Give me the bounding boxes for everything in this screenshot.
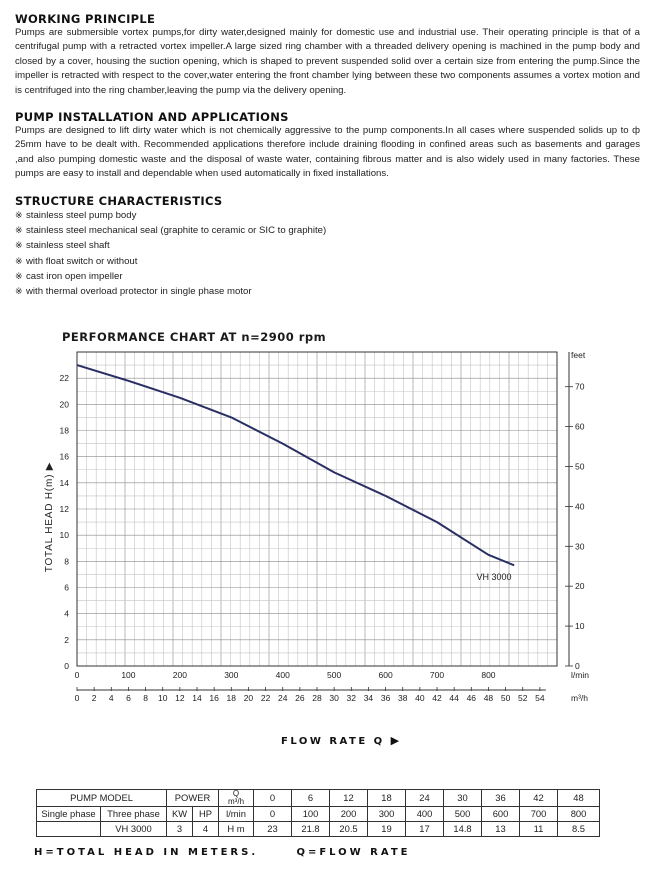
x-tick-label-m3h: 18	[226, 693, 237, 703]
x-tick-label-lmin: 800	[481, 670, 496, 680]
x-tick-label-lmin: 500	[327, 670, 342, 680]
x-tick-label-lmin: 700	[429, 670, 445, 680]
table-cell: 0	[254, 807, 292, 822]
table-cell: VH 3000	[101, 822, 167, 837]
structure-item: ※ with thermal overload protector in single phase motor	[15, 286, 252, 298]
table-cell: 30	[444, 790, 482, 807]
x-tick-label-m3h: 38	[397, 693, 408, 703]
x-tick-label-m3h: 50	[500, 693, 511, 703]
x-tick-label-m3h: 20	[243, 693, 254, 703]
table-cell: Q m³/h	[219, 790, 254, 807]
y-tick-label: 2	[64, 634, 69, 645]
x-tick-label-m3h: 48	[483, 693, 494, 703]
right-tick-label: 60	[575, 421, 585, 432]
table-cell: 4	[193, 822, 219, 837]
table-cell: 800	[558, 807, 600, 822]
x-tick-label-m3h: 52	[517, 693, 528, 703]
x-tick-label-m3h: 30	[329, 693, 339, 703]
installation-title: PUMP INSTALLATION AND APPLICATIONS	[15, 110, 289, 124]
y-tick-label: 14	[59, 477, 69, 488]
y-tick-label: 20	[59, 399, 69, 410]
table-cell: 21.8	[292, 822, 330, 837]
table-cell: 0	[254, 790, 292, 807]
table-cell: 18	[368, 790, 406, 807]
structure-list	[15, 208, 640, 299]
x-tick-label-m3h: 16	[209, 693, 219, 703]
table-cell: 6	[292, 790, 330, 807]
structure-item: ※ stainless steel pump body	[15, 210, 137, 221]
table-cell: 500	[444, 807, 482, 822]
chart-title: PERFORMANCE CHART AT n=2900 rpm	[62, 330, 327, 344]
x-tick-label-m3h: 34	[363, 693, 374, 703]
working-principle-text: Pumps are submersible vortex pumps,for dirty water,designed mainly for domestic use and industrial use. Their operating principle is that of a centrifugal pump with a retracted vortex impeller.A large sized ring chamber with a threaded delivery opening is machined in the pump body and closed by a cover, housing the suction opening, which is shaped to prevent suspended solid over a certain size from entering the pump.Since the impeller is retracted with respect to the cover,water entering the front chamber lying between these two components assumes a vortex motion and is centrifuged into the ring chamber,leaving the pump via the delivery opening.	[15, 27, 640, 96]
x-tick-label-m3h: 54	[535, 693, 545, 703]
table-cell: 42	[520, 790, 558, 807]
y-tick-label: 12	[59, 504, 69, 514]
right-axis-unit: feet	[571, 350, 586, 360]
x-tick-label-lmin: 200	[172, 670, 187, 680]
y-tick-label: 8	[64, 556, 69, 567]
x-tick-label-m3h: 40	[415, 693, 425, 703]
table-cell: 8.5	[558, 822, 600, 837]
x-tick-label-m3h: 0	[74, 693, 80, 703]
play-arrow-icon: ▶	[390, 734, 400, 747]
structure-item: ※ stainless steel mechanical seal (graphite to ceramic or SIC to graphite)	[15, 225, 327, 237]
structure-title: STRUCTURE CHARACTERISTICS	[15, 194, 223, 208]
y-tick-label: 4	[64, 608, 69, 619]
table-cell: 17	[406, 822, 444, 837]
y-tick-label: 6	[64, 582, 69, 593]
table-row	[37, 807, 600, 822]
working-principle-title: WORKING PRINCIPLE	[15, 12, 156, 26]
x-tick-label-m3h: 8	[143, 693, 148, 703]
table-cell: Three phase	[101, 807, 167, 822]
table-cell: 13	[482, 822, 520, 837]
x-tick-label-m3h: 32	[346, 693, 357, 703]
table-cell: 11	[520, 822, 558, 837]
x-unit-lmin: l/min	[571, 670, 589, 680]
x-tick-label-m3h: 4	[108, 693, 114, 703]
footer-note: H=TOTAL HEAD IN METERS. Q=FLOW RATE	[34, 847, 411, 858]
y-tick-label: 16	[59, 451, 69, 462]
structure-section	[15, 194, 640, 299]
right-tick-label: 20	[575, 581, 585, 592]
table-cell	[37, 822, 101, 837]
table-row	[37, 790, 600, 807]
series-label: VH 3000	[476, 571, 512, 582]
table-cell: 23	[254, 822, 292, 837]
x-tick-label-lmin: 0	[74, 670, 80, 680]
table-cell: 100	[292, 807, 330, 822]
table-cell: Single phase	[37, 807, 101, 822]
table-cell: 12	[330, 790, 368, 807]
table-cell: HP	[193, 807, 219, 822]
x-tick-label-m3h: 26	[295, 693, 305, 703]
y-tick-label: 22	[59, 373, 69, 384]
structure-item: ※ with float switch or without	[15, 255, 138, 267]
table-cell: 14.8	[444, 822, 482, 837]
table-cell: PUMP MODEL	[37, 790, 167, 807]
x-tick-label-m3h: 24	[277, 693, 288, 703]
performance-chart	[0, 345, 650, 730]
table-cell: 700	[520, 807, 558, 822]
x-tick-label-lmin: 600	[378, 670, 393, 680]
table-cell: KW	[167, 807, 193, 822]
installation-section	[15, 110, 640, 182]
table-cell: 24	[406, 790, 444, 807]
structure-item: ※ cast iron open impeller	[15, 270, 123, 282]
x-unit-m3h: m³/h	[571, 693, 588, 703]
x-tick-label-m3h: 12	[175, 693, 185, 703]
table-cell: l/min	[219, 807, 254, 822]
x-tick-label-lmin: 400	[275, 670, 290, 680]
x-tick-label-m3h: 28	[312, 693, 322, 703]
table-cell: 36	[482, 790, 520, 807]
table-cell: 600	[482, 807, 520, 822]
y-axis-label: TOTAL HEAD H(m) ▶	[44, 461, 55, 573]
table-cell: POWER	[167, 790, 219, 807]
table-cell: 19	[368, 822, 406, 837]
x-tick-label-m3h: 44	[449, 693, 459, 703]
y-tick-label: 0	[64, 661, 69, 671]
x-tick-label-m3h: 22	[260, 693, 271, 703]
installation-text: Pumps are designed to lift dirty water which is not chemically aggressive to the pump components.In all cases where suspended solids up to ф 25mm have to be dealt with. Recommended applications therefore include draining flooding in confined areas such as basements and garages ,and also pumping domestic waste and the disposal of waste water, containing fibrous matter and is also widely used in many factories. These pumps are easy to install and dependable when used automatically in fixed installations.	[15, 125, 640, 180]
right-tick-label: 50	[575, 461, 585, 472]
right-tick-label: 0	[575, 661, 580, 671]
flow-rate-caption: FLOW RATE Q ▶	[281, 734, 400, 747]
right-tick-label: 10	[575, 621, 585, 632]
x-tick-label-lmin: 100	[121, 670, 136, 680]
right-tick-label: 70	[575, 381, 585, 392]
x-tick-label-m3h: 14	[192, 693, 202, 703]
table-cell: H m	[219, 822, 254, 837]
y-tick-label: 10	[59, 530, 69, 541]
x-tick-label-m3h: 2	[91, 693, 97, 703]
pump-performance-table	[36, 789, 600, 837]
table-cell: 400	[406, 807, 444, 822]
table-row	[37, 822, 600, 837]
structure-item: ※ stainless steel shaft	[15, 240, 110, 252]
table-cell: 300	[368, 807, 406, 822]
x-tick-label-m3h: 6	[126, 693, 131, 703]
x-tick-label-lmin: 300	[224, 670, 239, 680]
right-tick-label: 30	[575, 541, 585, 552]
x-tick-label-m3h: 36	[380, 693, 391, 703]
table-cell: 3	[167, 822, 193, 837]
y-tick-label: 18	[59, 425, 69, 436]
x-tick-label-m3h: 46	[466, 693, 477, 703]
x-tick-label-m3h: 10	[157, 693, 168, 703]
right-tick-label: 40	[575, 501, 585, 512]
x-tick-label-m3h: 42	[432, 693, 442, 703]
table-cell: 200	[330, 807, 368, 822]
working-principle-section	[15, 12, 640, 98]
table-cell: 20.5	[330, 822, 368, 837]
table-cell: 48	[558, 790, 600, 807]
